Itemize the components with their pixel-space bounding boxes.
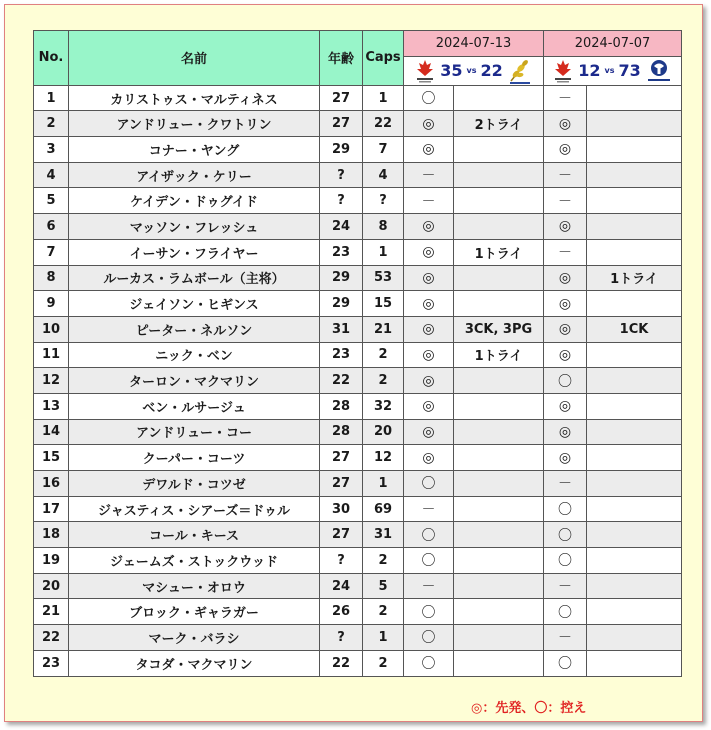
row-no: 6 <box>34 214 69 240</box>
row-no: 1 <box>34 85 69 111</box>
row-no: 13 <box>34 393 69 419</box>
table-row <box>34 445 682 471</box>
row-match2-note <box>587 393 682 419</box>
row-match2-status: － <box>544 625 587 651</box>
row-age: 28 <box>320 393 363 419</box>
row-age: 22 <box>320 368 363 394</box>
table-row <box>34 650 682 676</box>
scotland-rugby-logo-icon <box>645 57 673 85</box>
row-match2-note: 1CK <box>587 316 682 342</box>
row-name: ジェイソン・ヒギンス <box>69 291 320 317</box>
header-name: 名前 <box>69 31 320 86</box>
row-match2-status: ◎ <box>544 316 587 342</box>
table-row <box>34 368 682 394</box>
row-no: 22 <box>34 625 69 651</box>
row-age: 29 <box>320 291 363 317</box>
row-match1-status: ◎ <box>404 214 454 240</box>
row-age: 24 <box>320 214 363 240</box>
table-row <box>34 419 682 445</box>
row-name: アンドリュー・コー <box>69 419 320 445</box>
row-match2-note <box>587 214 682 240</box>
row-caps: 2 <box>363 599 404 625</box>
row-caps: ? <box>363 188 404 214</box>
row-caps: 1 <box>363 625 404 651</box>
row-match1-status: ◎ <box>404 342 454 368</box>
row-name: アイザック・ケリー <box>69 162 320 188</box>
row-no: 5 <box>34 188 69 214</box>
row-match1-status: 〇 <box>404 599 454 625</box>
match2-home-score: 12 <box>578 61 601 81</box>
row-match1-note <box>454 291 544 317</box>
row-match1-note <box>454 265 544 291</box>
match1-home-score: 35 <box>440 61 463 81</box>
row-match2-status: 〇 <box>544 599 587 625</box>
row-match1-status: － <box>404 496 454 522</box>
romania-oak-leaf-icon <box>507 57 533 85</box>
row-match1-note: 1トライ <box>454 342 544 368</box>
row-match1-note <box>454 85 544 111</box>
row-match2-status: 〇 <box>544 522 587 548</box>
row-match1-status: ◎ <box>404 445 454 471</box>
row-match1-status: 〇 <box>404 471 454 497</box>
row-no: 7 <box>34 239 69 265</box>
row-match1-note <box>454 573 544 599</box>
row-match2-note <box>587 111 682 137</box>
roster-body <box>34 85 682 676</box>
row-no: 3 <box>34 137 69 163</box>
row-age: 24 <box>320 573 363 599</box>
row-match2-status: － <box>544 162 587 188</box>
row-match2-status: 〇 <box>544 368 587 394</box>
row-caps: 12 <box>363 445 404 471</box>
table-row <box>34 496 682 522</box>
row-match2-status: ◎ <box>544 291 587 317</box>
row-match2-note <box>587 625 682 651</box>
row-name: ピーター・ネルソン <box>69 316 320 342</box>
header-age: 年齢 <box>320 31 363 86</box>
row-name: コール・キース <box>69 522 320 548</box>
row-match1-note <box>454 471 544 497</box>
row-no: 19 <box>34 548 69 574</box>
row-match2-note <box>587 162 682 188</box>
row-match1-note <box>454 214 544 240</box>
match2-date: 2024-07-07 <box>544 31 682 57</box>
table-row <box>34 137 682 163</box>
row-caps: 2 <box>363 548 404 574</box>
row-match1-note <box>454 548 544 574</box>
row-no: 23 <box>34 650 69 676</box>
row-match1-note <box>454 368 544 394</box>
legend: ◎：先発、〇：控え <box>471 701 587 716</box>
row-match2-note <box>587 650 682 676</box>
row-age: 22 <box>320 650 363 676</box>
row-match1-status: 〇 <box>404 85 454 111</box>
row-match2-status: ◎ <box>544 342 587 368</box>
row-caps: 2 <box>363 342 404 368</box>
row-match2-status: 〇 <box>544 548 587 574</box>
row-no: 8 <box>34 265 69 291</box>
row-match1-note <box>454 419 544 445</box>
row-match1-status: － <box>404 573 454 599</box>
row-name: ターロン・マクマリン <box>69 368 320 394</box>
row-caps: 2 <box>363 368 404 394</box>
row-name: ジャスティス・シアーズ＝ドゥル <box>69 496 320 522</box>
row-age: 29 <box>320 265 363 291</box>
row-caps: 53 <box>363 265 404 291</box>
row-age: 28 <box>320 419 363 445</box>
row-caps: 7 <box>363 137 404 163</box>
row-age: 27 <box>320 471 363 497</box>
row-match1-status: ◎ <box>404 137 454 163</box>
canada-rugby-logo-icon <box>414 58 436 84</box>
row-match2-note <box>587 239 682 265</box>
row-match2-note <box>587 368 682 394</box>
row-caps: 69 <box>363 496 404 522</box>
row-name: マーク・バラシ <box>69 625 320 651</box>
row-name: アンドリュー・クワトリン <box>69 111 320 137</box>
row-match1-note <box>454 496 544 522</box>
row-age: 27 <box>320 445 363 471</box>
table-row <box>34 342 682 368</box>
row-name: コナー・ヤング <box>69 137 320 163</box>
row-no: 20 <box>34 573 69 599</box>
row-match2-status: 〇 <box>544 650 587 676</box>
row-match1-note <box>454 625 544 651</box>
row-match1-note <box>454 650 544 676</box>
canada-rugby-logo-icon <box>552 58 574 84</box>
row-match2-status: ◎ <box>544 111 587 137</box>
row-age: ? <box>320 188 363 214</box>
table-row <box>34 625 682 651</box>
row-age: 23 <box>320 342 363 368</box>
row-age: 26 <box>320 599 363 625</box>
row-match2-note <box>587 188 682 214</box>
row-match1-note <box>454 393 544 419</box>
row-match2-note <box>587 445 682 471</box>
row-no: 9 <box>34 291 69 317</box>
row-match2-note <box>587 548 682 574</box>
row-caps: 8 <box>363 214 404 240</box>
row-match2-note <box>587 471 682 497</box>
row-match1-status: ◎ <box>404 419 454 445</box>
row-caps: 32 <box>363 393 404 419</box>
row-match1-note: 2トライ <box>454 111 544 137</box>
row-caps: 15 <box>363 291 404 317</box>
row-match1-note: 1トライ <box>454 239 544 265</box>
row-caps: 5 <box>363 573 404 599</box>
row-match1-status: 〇 <box>404 650 454 676</box>
row-name: ベン・ルサージュ <box>69 393 320 419</box>
row-match1-status: 〇 <box>404 522 454 548</box>
page-frame <box>4 4 703 722</box>
row-match1-note <box>454 188 544 214</box>
row-match2-note: 1トライ <box>587 265 682 291</box>
row-match1-status: ◎ <box>404 111 454 137</box>
row-match1-status: ◎ <box>404 265 454 291</box>
row-no: 15 <box>34 445 69 471</box>
row-age: ? <box>320 625 363 651</box>
row-match2-note <box>587 137 682 163</box>
row-match2-status: － <box>544 573 587 599</box>
row-match2-status: ◎ <box>544 214 587 240</box>
match1-date: 2024-07-13 <box>404 31 544 57</box>
row-match1-note <box>454 522 544 548</box>
row-age: 27 <box>320 522 363 548</box>
row-match1-status: ◎ <box>404 239 454 265</box>
table-row <box>34 239 682 265</box>
row-match1-status: ◎ <box>404 368 454 394</box>
row-no: 17 <box>34 496 69 522</box>
row-match2-note <box>587 496 682 522</box>
match2-score-cell <box>544 56 682 85</box>
row-name: ニック・ベン <box>69 342 320 368</box>
row-age: ? <box>320 548 363 574</box>
row-name: イーサン・フライヤー <box>69 239 320 265</box>
row-no: 12 <box>34 368 69 394</box>
row-match2-status: ◎ <box>544 393 587 419</box>
row-match1-status: 〇 <box>404 625 454 651</box>
match1-away-score: 22 <box>480 61 503 81</box>
row-age: 27 <box>320 85 363 111</box>
row-age: 30 <box>320 496 363 522</box>
table-row <box>34 573 682 599</box>
row-no: 18 <box>34 522 69 548</box>
row-no: 4 <box>34 162 69 188</box>
table-row <box>34 265 682 291</box>
row-match2-status: ◎ <box>544 445 587 471</box>
row-name: マッソン・フレッシュ <box>69 214 320 240</box>
row-match2-note <box>587 85 682 111</box>
match2-vs: vs <box>604 66 615 76</box>
row-caps: 1 <box>363 239 404 265</box>
row-name: マシュー・オロウ <box>69 573 320 599</box>
row-no: 14 <box>34 419 69 445</box>
row-match2-note <box>587 522 682 548</box>
row-match2-note <box>587 342 682 368</box>
row-match1-status: ◎ <box>404 291 454 317</box>
row-name: ブロック・ギャラガー <box>69 599 320 625</box>
row-match1-note <box>454 137 544 163</box>
roster-table <box>33 30 682 677</box>
row-caps: 20 <box>363 419 404 445</box>
row-age: 23 <box>320 239 363 265</box>
row-no: 2 <box>34 111 69 137</box>
row-match2-status: － <box>544 85 587 111</box>
row-match2-status: ◎ <box>544 265 587 291</box>
table-row <box>34 599 682 625</box>
row-match2-status: － <box>544 239 587 265</box>
row-match2-status: ◎ <box>544 419 587 445</box>
row-caps: 21 <box>363 316 404 342</box>
row-name: ジェームズ・ストックウッド <box>69 548 320 574</box>
match2-away-score: 73 <box>618 61 641 81</box>
row-caps: 22 <box>363 111 404 137</box>
row-age: 29 <box>320 137 363 163</box>
table-row <box>34 291 682 317</box>
row-match1-status: ◎ <box>404 393 454 419</box>
row-match2-status: － <box>544 188 587 214</box>
row-match1-status: ◎ <box>404 316 454 342</box>
table-row <box>34 393 682 419</box>
table-row <box>34 188 682 214</box>
table-row <box>34 162 682 188</box>
row-caps: 1 <box>363 85 404 111</box>
row-match2-note <box>587 599 682 625</box>
row-no: 10 <box>34 316 69 342</box>
row-match1-note <box>454 445 544 471</box>
match1-vs: vs <box>466 66 477 76</box>
row-caps: 31 <box>363 522 404 548</box>
row-caps: 2 <box>363 650 404 676</box>
row-age: ? <box>320 162 363 188</box>
row-age: 27 <box>320 111 363 137</box>
row-match1-status: 〇 <box>404 548 454 574</box>
row-match1-note: 3CK, 3PG <box>454 316 544 342</box>
row-no: 21 <box>34 599 69 625</box>
row-caps: 1 <box>363 471 404 497</box>
header-no: No. <box>34 31 69 86</box>
table-row <box>34 471 682 497</box>
table-row <box>34 111 682 137</box>
row-age: 31 <box>320 316 363 342</box>
row-match1-status: － <box>404 188 454 214</box>
row-name: クーパー・コーツ <box>69 445 320 471</box>
row-name: タコダ・マクマリン <box>69 650 320 676</box>
row-name: ケイデン・ドゥグイド <box>69 188 320 214</box>
header-caps: Caps <box>363 31 404 86</box>
row-name: デワルド・コツゼ <box>69 471 320 497</box>
row-match1-note <box>454 599 544 625</box>
row-match2-note <box>587 573 682 599</box>
row-match1-status: － <box>404 162 454 188</box>
row-match1-note <box>454 162 544 188</box>
match1-score-cell <box>404 56 544 85</box>
table-row <box>34 214 682 240</box>
row-name: カリストゥス・マルティネス <box>69 85 320 111</box>
row-match2-note <box>587 291 682 317</box>
table-row <box>34 522 682 548</box>
row-name: ルーカス・ラムボール（主将） <box>69 265 320 291</box>
row-no: 11 <box>34 342 69 368</box>
table-row <box>34 85 682 111</box>
row-no: 16 <box>34 471 69 497</box>
row-match2-note <box>587 419 682 445</box>
row-match2-status: 〇 <box>544 496 587 522</box>
row-caps: 4 <box>363 162 404 188</box>
table-row <box>34 548 682 574</box>
table-row <box>34 316 682 342</box>
row-match2-status: ◎ <box>544 137 587 163</box>
row-match2-status: － <box>544 471 587 497</box>
